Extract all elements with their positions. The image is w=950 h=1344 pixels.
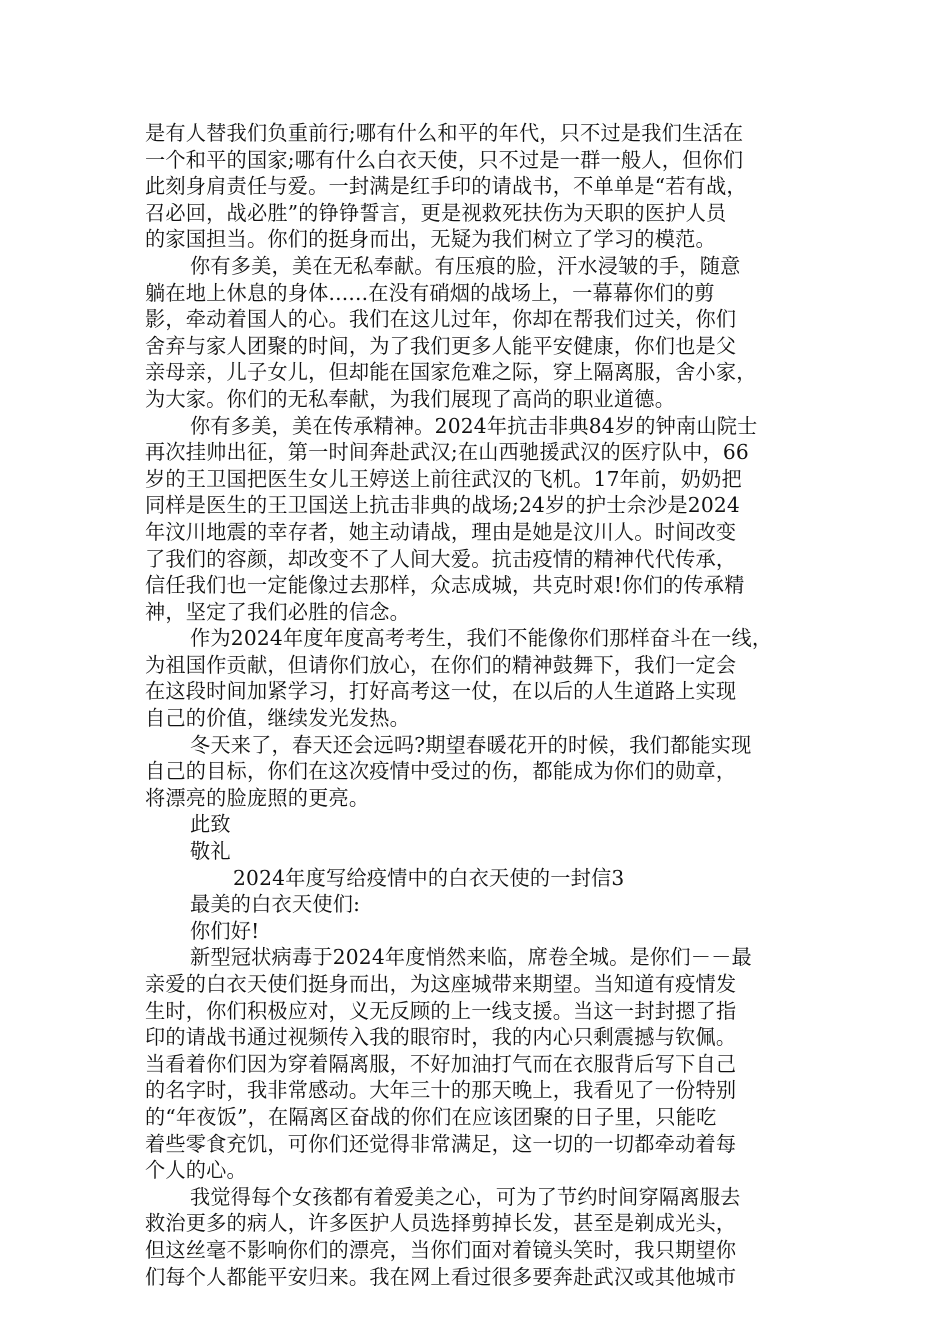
text-line: 将漂亮的脸庞照的更亮。 bbox=[145, 785, 370, 810]
text-line: 的“年夜饭”，在隔离区奋战的你们在应该团聚的日子里，只能吃 bbox=[145, 1104, 717, 1129]
text-line: 年汶川地震的幸存者，她主动请战，理由是她是汶川人。时间改变 bbox=[145, 519, 737, 544]
text-line: 信任我们也一定能像过去那样，众志成城，共克时艰!你们的传承精 bbox=[145, 573, 745, 598]
text-line: 舍弃与家人团聚的时间，为了我们更多人能平安健康，你们也是父 bbox=[145, 333, 737, 358]
text-line: 同样是医生的王卫国送上抗击非典的战场;24岁的护士佘沙是2024 bbox=[145, 493, 740, 518]
text-line: 新型冠状病毒于2024年度悄然来临，席卷全城。是你们－－最 bbox=[190, 945, 752, 970]
text-line: 自己的价值，继续发光发热。 bbox=[145, 706, 411, 731]
text-line: 影，牵动着国人的心。我们在这儿过年，你却在帮我们过关，你们 bbox=[145, 307, 737, 332]
text-line: 再次挂帅出征，第一时间奔赴武汉;在山西驰援武汉的医疗队中，66 bbox=[145, 440, 749, 465]
text-line: 作为2024年度年度高考考生，我们不能像你们那样奋斗在一线， bbox=[190, 626, 773, 651]
text-line: 了我们的容颜，却改变不了人间大爱。抗击疫情的精神代代传承， bbox=[145, 546, 737, 571]
text-line: 敬礼 bbox=[190, 839, 231, 864]
text-line: 你们好! bbox=[190, 918, 260, 943]
text-line: 但这丝毫不影响你们的漂亮，当你们面对着镜头笑时，我只期望你 bbox=[145, 1237, 737, 1262]
text-line: 此刻身肩责任与爱。一封满是红手印的请战书，不单单是“若有战， bbox=[145, 174, 747, 199]
text-line: 召必回，战必胜”的铮铮誓言，更是视救死扶伤为天职的医护人员 bbox=[145, 200, 727, 225]
text-line: 一个和平的国家;哪有什么白衣天使，只不过是一群一般人，但你们 bbox=[145, 147, 744, 172]
text-line: 生时，你们积极应对，义无反顾的上一线支援。当这一封封摁了指 bbox=[145, 998, 737, 1023]
text-line: 冬天来了，春天还会远吗?期望春暖花开的时候，我们都能实现 bbox=[190, 732, 752, 757]
text-line: 亲爱的白衣天使们挺身而出，为这座城带来期望。当知道有疫情发 bbox=[145, 972, 737, 996]
text-line: 躺在地上休息的身体......在没有硝烟的战场上，一幕幕你们的剪 bbox=[145, 280, 715, 305]
text-line: 个人的心。 bbox=[145, 1158, 247, 1183]
text-line: 当看着你们因为穿着隔离服，不好加油打气而在衣服背后写下自己 bbox=[145, 1051, 737, 1076]
document-body bbox=[145, 120, 815, 1290]
text-line: 我觉得每个女孩都有着爱美之心，可为了节约时间穿隔离服去 bbox=[190, 1184, 741, 1209]
text-line: 为祖国作贡献，但请你们放心，在你们的精神鼓舞下，我们一定会 bbox=[145, 652, 737, 677]
text-line: 印的请战书通过视频传入我的眼帘时，我的内心只剩震撼与钦佩。 bbox=[145, 1025, 737, 1050]
text-line: 亲母亲，儿子女儿，但却能在国家危难之际，穿上隔离服，舍小家， bbox=[145, 360, 757, 385]
text-line: 的家国担当。你们的挺身而出，无疑为我们树立了学习的模范。 bbox=[145, 227, 716, 252]
text-line: 自己的目标，你们在这次疫情中受过的伤，都能成为你们的勋章， bbox=[145, 759, 737, 784]
text-line: 你有多美，美在无私奉献。有压痕的脸，汗水浸皱的手，随意 bbox=[190, 253, 741, 278]
text-line: 神，坚定了我们必胜的信念。 bbox=[145, 599, 411, 624]
text-line: 在这段时间加紧学习，打好高考这一仗，在以后的人生道路上实现 bbox=[145, 679, 737, 704]
text-line: 最美的白衣天使们: bbox=[190, 892, 361, 917]
section-title: 2024年度写给疫情中的白衣天使的一封信3 bbox=[233, 865, 625, 890]
text-line: 是有人替我们负重前行;哪有什么和平的年代，只不过是我们生活在 bbox=[145, 121, 744, 145]
text-line: 着些零食充饥，可你们还觉得非常满足，这一切的一切都牵动着每 bbox=[145, 1131, 737, 1156]
text-line: 岁的王卫国把医生女儿王婷送上前往武汉的飞机。17年前，奶奶把 bbox=[145, 466, 742, 491]
text-line: 此致 bbox=[190, 812, 231, 837]
text-line: 的名字时，我非常感动。大年三十的那天晚上，我看见了一份特别 bbox=[145, 1078, 737, 1103]
text-line: 救治更多的病人，许多医护人员选择剪掉长发，甚至是剃成光头， bbox=[145, 1211, 737, 1236]
text-line: 们每个人都能平安归来。我在网上看过很多要奔赴武汉或其他城市 bbox=[145, 1264, 737, 1289]
text-line: 你有多美，美在传承精神。2024年抗击非典84岁的钟南山院士 bbox=[190, 413, 758, 438]
text-line: 为大家。你们的无私奉献，为我们展现了高尚的职业道德。 bbox=[145, 386, 676, 411]
